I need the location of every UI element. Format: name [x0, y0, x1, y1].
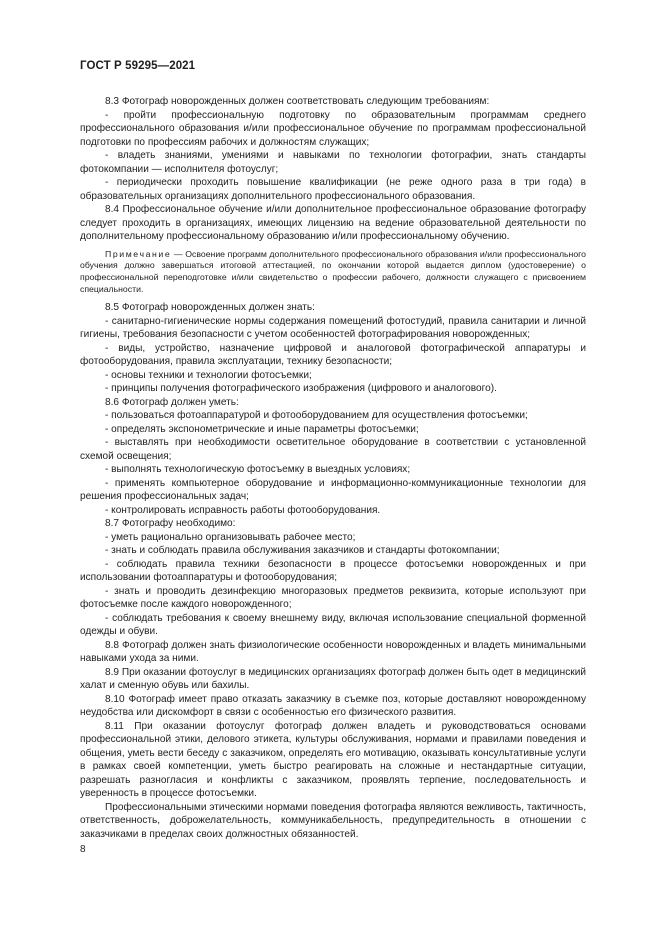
- page-number: 8: [80, 844, 86, 855]
- clause-8-7-item-2: - знать и соблюдать правила обслуживания заказчиков и стандарты фотокомпании;: [105, 545, 500, 557]
- clause-8-10: 8.10 Фотограф имеет право отказать заказчику в съемке поз, которые доставляют новорожденному неудобства или дискомфорт в связи с особенностью его физического развития.: [80, 693, 586, 719]
- document-header: ГОСТ Р 59295—2021: [80, 60, 196, 72]
- clause-8-5-item-4: - принципы получения фотографического изображения (цифрового и аналогового).: [105, 383, 497, 395]
- clause-8-9: 8.9 При оказании фотоуслуг в медицинских организациях фотограф должен быть одет в медицинский халат и сменную обувь или бахилы.: [80, 666, 586, 692]
- clause-8-6-item-2: - определять экспонометрические и иные параметры фотосъемки;: [105, 423, 419, 435]
- clause-8-7-item-5: - соблюдать требования к своему внешнему виду, включая использование специальной форменной одежды и обуви.: [80, 612, 586, 638]
- clause-8-7-item-1: - уметь рационально организовывать рабочее место;: [105, 531, 356, 543]
- clause-8-6-item-6: - контролировать исправность работы фотооборудования.: [105, 504, 381, 516]
- note-paragraph: [80, 249, 586, 296]
- note-label: Примечание: [105, 248, 172, 259]
- clause-8-11: 8.11 При оказании фотоуслуг фотограф должен владеть и руководствоваться основами профессиональной этики, делового этикета, культуры обслуживания, нормами и правилами поведения и общения, уметь вести беседу с заказчиком, определять его мотивацию, оказывать консультативные услуги в рамках своей компетенции, уметь быстро реагировать на сложные и нестандартные ситуации, разрешать разногласия и конфликты с заказчиком, проявлять терпение, последовательность и уверенность в процессе фотосъемки.: [80, 720, 586, 800]
- clause-8-3: 8.3 Фотограф новорожденных должен соответствовать следующим требованиям:: [105, 96, 490, 107]
- clause-8-3-item-3: - периодически проходить повышение квалификации (не реже одного раза в три года) в образовательных организациях дополнительного профессионального образования.: [80, 177, 586, 202]
- clause-8-6-item-1: - пользоваться фотоаппаратурой и фотооборудованием для осуществления фотосъемки;: [105, 410, 528, 422]
- clause-8-6-item-5: - применять компьютерное оборудование и информационно-коммуникационные технологии для решения профессиональных задач;: [80, 477, 586, 503]
- clause-8-4: 8.4 Профессиональное обучение и/или дополнительное профессиональное образование фотографу следует проходить в организациях, имеющих лицензию на ведение образовательной деятельности по дополнительному профессиональному образованию и/или профессиональному обучению.: [80, 204, 586, 242]
- clause-8-6: 8.6 Фотограф должен уметь:: [105, 396, 239, 408]
- clause-8-7: 8.7 Фотографу необходимо:: [105, 518, 236, 530]
- document-body: [80, 95, 586, 841]
- clause-8-8: 8.8 Фотограф должен знать физиологические особенности новорожденных и владеть минимальными навыками ухода за ними.: [80, 639, 586, 665]
- clause-8-6-item-3: - выставлять при необходимости осветительное оборудование в соответствии с установленной схемой освещения;: [80, 437, 586, 462]
- clause-8-3-item-1: - пройти профессиональную подготовку по образовательным программам среднего профессионального образования и/или профессиональное обучение по программам профессиональной подготовки по профессиям рабочих и должностям служащих;: [80, 109, 586, 148]
- clause-8-3-item-2: - владеть знаниями, умениями и навыками по технологии фотографии, знать стандарты фотокомпании — исполнителя фотоуслуг;: [80, 150, 586, 175]
- clause-8-5: 8.5 Фотограф новорожденных должен знать:: [105, 302, 315, 314]
- clause-8-7-item-3: - соблюдать правила техники безопасности в процессе фотосъемки новорожденных и при использовании фотоаппаратуры и фотооборудования;: [80, 558, 586, 584]
- note-text: — Освоение программ дополнительного профессионального образования и/или профессионального обучения должно завершаться итоговой аттестацией, по окончании которой выдается диплом (удостоверение) о профессиональной переподготовке и/или свидетельство о профессии рабочего, должности служащего с присвоением специальности.: [80, 248, 586, 294]
- clause-8-6-item-4: - выполнять технологическую фотосъемку в выездных условиях;: [105, 464, 411, 476]
- clause-8-5-item-1: - санитарно-гигиенические нормы содержания помещений фотостудий, правила санитарии и личной гигиены, требования безопасности с учетом особенностей фотографирования новорожденных;: [80, 315, 586, 341]
- clause-8-5-item-2: - виды, устройство, назначение цифровой и аналоговой фотографической аппаратуры и фотооборудования, правила эксплуатации, технику безопасности;: [80, 342, 586, 368]
- ethics-paragraph: Профессиональными этическими нормами поведения фотографа являются вежливость, тактичность, ответственность, доброжелательность, коммуникабельность, предупредительность в отношении с заказчиками в пределах своих должностных обязанностей.: [80, 801, 586, 840]
- clause-8-5-item-3: - основы техники и технологии фотосъемки;: [105, 369, 312, 381]
- clause-8-7-item-4: - знать и проводить дезинфекцию многоразовых предметов реквизита, которые используют при фотосъемке после каждого новорожденного;: [80, 585, 586, 611]
